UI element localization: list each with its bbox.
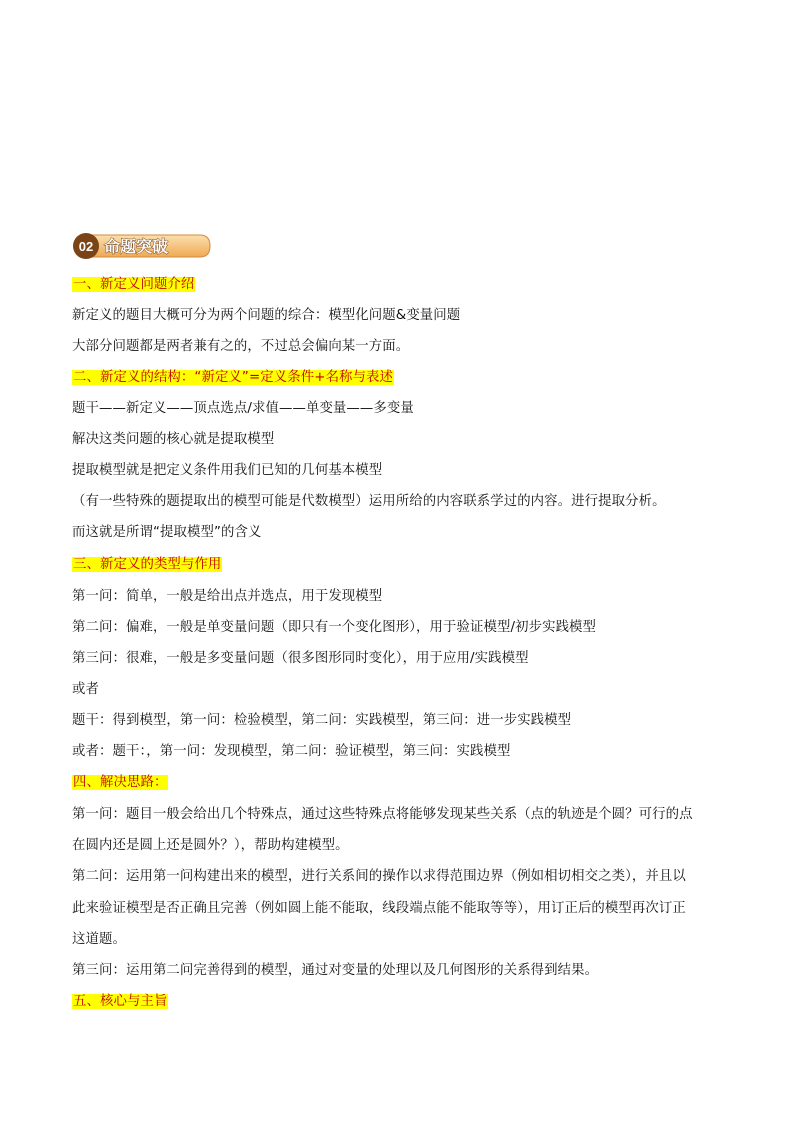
paragraph: 第三问：很难，一般是多变量问题（很多图形同时变化），用于应用/实践模型 [72, 651, 529, 666]
paragraph: 或者：题干：，第一问：发现模型，第二问：验证模型，第三问：实践模型 [72, 744, 511, 759]
paragraph: 题干——新定义——顶点选点/求值——单变量——多变量 [72, 401, 414, 416]
section-heading-3: 三、新定义的类型与作用 [73, 557, 222, 572]
paragraph: 而这就是所谓“提取模型”的含义 [72, 525, 262, 540]
section-banner [72, 229, 212, 263]
paragraph: 第二问：偏难，一般是单变量问题（即只有一个变化图形），用于验证模型/初步实践模型 [72, 620, 597, 635]
paragraph: 第一问：简单，一般是给出点并选点，用于发现模型 [72, 589, 383, 604]
paragraph: 解决这类问题的核心就是提取模型 [72, 432, 275, 447]
paragraph: 在圆内还是圆上还是圆外？），帮助构建模型。 [72, 838, 349, 853]
paragraph: 第一问：题目一般会给出几个特殊点，通过这些特殊点将能够发现某些关系（点的轨迹是个圆？可行的点 [72, 807, 693, 822]
section-heading-5: 五、核心与主旨 [73, 994, 168, 1009]
paragraph: 第二问：运用第一问构建出来的模型，进行关系间的操作以求得范围边界（例如相切相交之类），并且以 [72, 869, 686, 884]
section-heading-2: 二、新定义的结构：“新定义”=定义条件+名称与表述 [73, 370, 394, 385]
paragraph: 或者 [72, 682, 99, 697]
paragraph: 题干：得到模型，第一问：检验模型，第二问：实践模型，第三问：进一步实践模型 [72, 713, 572, 728]
paragraph: 这道题。 [72, 932, 126, 947]
paragraph: 大部分问题都是两者兼有之的，不过总会偏向某一方面。 [72, 339, 410, 354]
paragraph: 提取模型就是把定义条件用我们已知的几何基本模型 [72, 463, 383, 478]
paragraph: 此来验证模型是否正确且完善（例如圆上能不能取，线段端点能不能取等等），用订正后的模型再次订正 [72, 901, 686, 916]
section-heading-4: 四、解决思路： [73, 775, 168, 790]
section-heading-1: 一、新定义问题介绍 [73, 277, 195, 292]
paragraph: 新定义的题目大概可分为两个问题的综合：模型化问题&变量问题 [72, 308, 461, 323]
paragraph: 第三问：运用第二问完善得到的模型，通过对变量的处理以及几何图形的关系得到结果。 [72, 963, 599, 978]
paragraph: （有一些特殊的题提取出的模型可能是代数模型）运用所给的内容联系学过的内容。进行提取分析。 [72, 494, 666, 509]
banner-title: 命题突破 [104, 237, 169, 256]
banner-graphic [72, 229, 212, 263]
banner-number: 02 [78, 239, 94, 254]
